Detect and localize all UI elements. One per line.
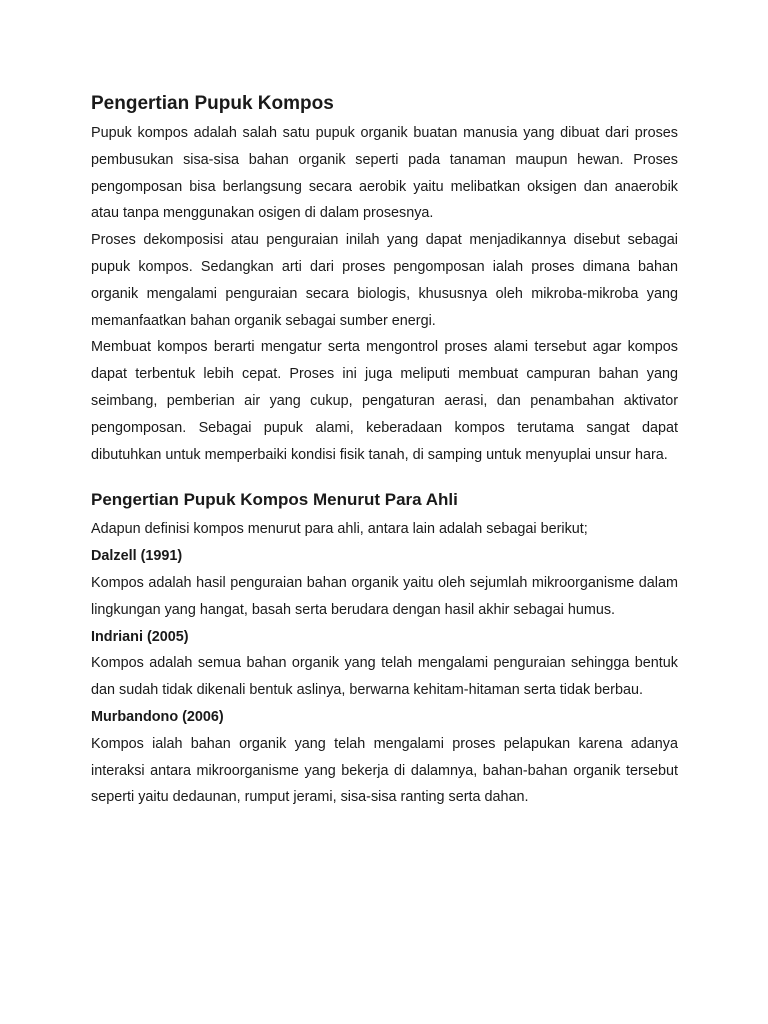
section-title-experts: Pengertian Pupuk Kompos Menurut Para Ahli [91,490,458,510]
expert-text-indriani: Kompos adalah semua bahan organik yang telah mengalami penguraian sehingga bentuk dan sudah tidak dikenali bentuk aslinya, berwarna kehitam-hitaman serta tidak berbau. [91,655,678,699]
experts-intro: Adapun definisi kompos menurut para ahli, antara lain adalah sebagai berikut; [91,521,588,538]
expert-name-murbandono: Murbandono (2006) [91,708,224,725]
paragraph-definition: Pupuk kompos adalah salah satu pupuk organik buatan manusia yang dibuat dari proses pembusukan sisa-sisa bahan organik seperti pada tanaman maupun hewan. Proses pengomposan bisa berlangsung secara aerobik yaitu melibatkan oksigen dan anaerobik atau tanpa menggunakan osigen di dalam prosesnya. [91,125,678,222]
expert-text-dalzell: Kompos adalah hasil penguraian bahan organik yaitu oleh sejumlah mikroorganisme dalam lingkungan yang hangat, basah serta berudara dengan hasil akhir sebagai humus. [91,574,678,618]
expert-name-indriani: Indriani (2005) [91,628,189,645]
paragraph-making-compost: Membuat kompos berarti mengatur serta mengontrol proses alami tersebut agar kompos dapat terbentuk lebih cepat. Proses ini juga meliputi membuat campuran bahan yang seimbang, pemberian air yang cukup, pengaturan aerasi, dan penambahan aktivator pengomposan. Sebagai pupuk alami, keberadaan kompos terutama sangat dapat dibutuhkan untuk memperbaiki kondisi fisik tanah, di samping untuk menyuplai unsur hara. [91,339,678,463]
paragraph-decomposition: Proses dekomposisi atau penguraian inilah yang dapat menjadikannya disebut sebagai pupuk kompos. Sedangkan arti dari proses pengomposan ialah proses dimana bahan organik mengalami penguraian secara biologis, khususnya oleh mikroba-mikroba yang memanfaatkan bahan organik sebagai sumber energi. [91,232,678,329]
section-title-pengertian: Pengertian Pupuk Kompos [91,93,334,114]
expert-name-dalzell: Dalzell (1991) [91,548,183,565]
section-experts [91,488,678,811]
expert-text-murbandono: Kompos ialah bahan organik yang telah mengalami proses pelapukan karena adanya interaksi antara mikroorganisme yang bekerja di dalamnya, bahan-bahan organik tersebut seperti yaitu dedaunan, rumput jerami, sisa-sisa ranting serta dahan. [91,735,678,806]
